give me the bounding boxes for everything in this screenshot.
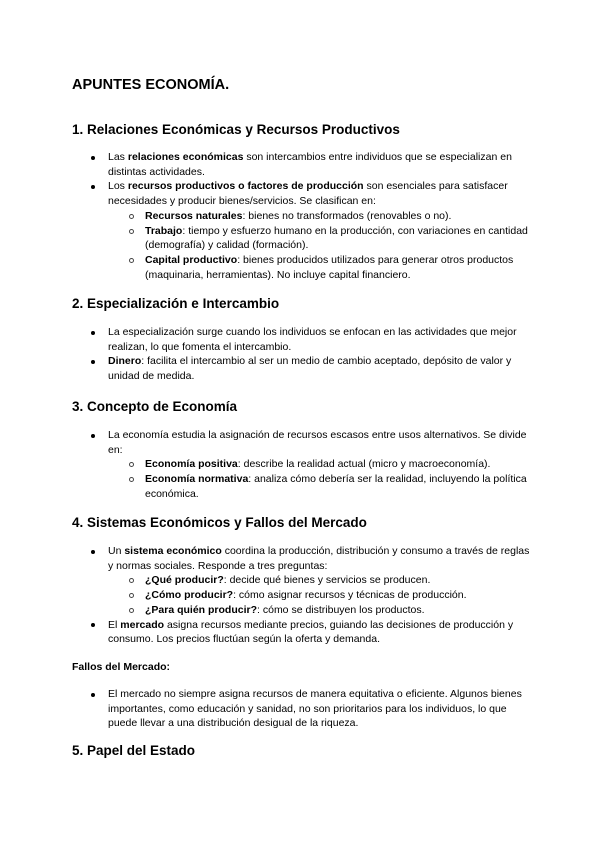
item-text: : cómo se distribuyen los productos. — [257, 603, 425, 616]
bold-term: Dinero — [108, 355, 142, 368]
sub-list-item — [72, 588, 532, 603]
item-text: : cómo asignar recursos y técnicas de producción. — [233, 589, 467, 602]
list-item — [72, 428, 532, 457]
item-text: : bienes producidos utilizados para generar otros productos (maquinaria, herramientas). No incluye capital financiero. — [145, 253, 514, 281]
item-text: : bienes no transformados (renovables o no). — [242, 209, 452, 222]
sub-list-item — [72, 224, 532, 253]
text-prefix: Los — [108, 180, 128, 193]
bullet-list — [72, 544, 532, 647]
item-text: : decide qué bienes y servicios se producen. — [223, 574, 431, 587]
bold-term: sistema económico — [124, 545, 222, 557]
bold-term: Economía normativa — [145, 473, 249, 486]
list-item — [72, 687, 532, 731]
bold-term: Recursos naturales — [145, 209, 243, 222]
sub-list-item — [72, 209, 532, 224]
list-item — [72, 618, 532, 647]
section-heading: 5. Papel del Estado — [72, 743, 196, 758]
list-item — [72, 354, 532, 383]
bold-term: Economía positiva — [145, 458, 238, 471]
section-heading: 3. Concepto de Economía — [72, 399, 238, 414]
bold-term: relaciones económicas — [127, 151, 244, 163]
item-text: La especialización surge cuando los individuos se enfocan en las actividades que mejor realizan, lo que fomenta el intercambio. — [108, 326, 517, 353]
document-title: APUNTES ECONOMÍA. — [72, 77, 230, 93]
bullet-list — [72, 325, 532, 384]
section-heading: 2. Especialización e Intercambio — [72, 296, 280, 311]
sub-list-item — [72, 603, 532, 618]
text-prefix: El — [108, 618, 121, 631]
section-heading: 4. Sistemas Económicos y Fallos del Mercado — [72, 515, 367, 530]
section-heading: 1. Relaciones Económicas y Recursos Productivos — [72, 122, 400, 137]
list-item — [72, 325, 532, 354]
item-text: : facilita el intercambio al ser un medio de cambio aceptado, depósito de valor y unidad de medida. — [108, 355, 512, 383]
item-text: asigna recursos mediante precios, guiando las decisiones de producción y consumo. Los precios fluctúan según la oferta y demanda. — [108, 618, 514, 646]
list-item — [72, 150, 532, 179]
bold-term: ¿Qué producir? — [145, 574, 224, 587]
item-text: : tiempo y esfuerzo humano en la producción, con variaciones en cantidad (demografía) y calidad (formación). — [145, 224, 528, 252]
text-prefix: Las — [108, 151, 128, 163]
item-text: coordina la producción, distribución y consumo a través de reglas y normas sociales. Responde a tres preguntas: — [108, 545, 530, 572]
item-text: : describe la realidad actual (micro y macroeconomía). — [237, 458, 491, 471]
sub-list-item — [72, 457, 532, 472]
bullet-list — [72, 428, 532, 502]
bold-term: mercado — [120, 618, 165, 631]
bold-term: Capital productivo — [145, 253, 238, 266]
bold-term: Trabajo — [145, 224, 183, 237]
item-text: son intercambios entre individuos que se especializan en distintas actividades. — [108, 151, 512, 178]
item-text: El mercado no siempre asigna recursos de manera equitativa o eficiente. Algunos bienes importantes, como educación y sanidad, no son prioritarios para los individuos, lo que puede llevar a una distribución desigual de la riqueza. — [108, 688, 522, 730]
item-text: : analiza cómo debería ser la realidad, incluyendo la política económica. — [145, 473, 527, 500]
sub-list-item — [72, 573, 532, 588]
bullet-list — [72, 150, 532, 282]
bold-term: recursos productivos o factores de producción — [127, 180, 364, 193]
sub-list-item — [72, 253, 532, 282]
bullet-list — [72, 687, 532, 731]
subsection-label: Fallos del Mercado: — [72, 661, 171, 673]
item-text: son esenciales para satisfacer necesidades y producir bienes/servicios. Se clasifican en: — [108, 180, 508, 208]
text-prefix: Un — [108, 545, 125, 557]
list-item — [72, 179, 532, 208]
list-item — [72, 544, 532, 573]
bold-term: ¿Para quién producir? — [145, 603, 258, 616]
bold-term: ¿Cómo producir? — [145, 589, 234, 602]
item-text: La economía estudia la asignación de recursos escasos entre usos alternativos. Se divide en: — [108, 429, 527, 456]
sub-list-item — [72, 472, 532, 501]
